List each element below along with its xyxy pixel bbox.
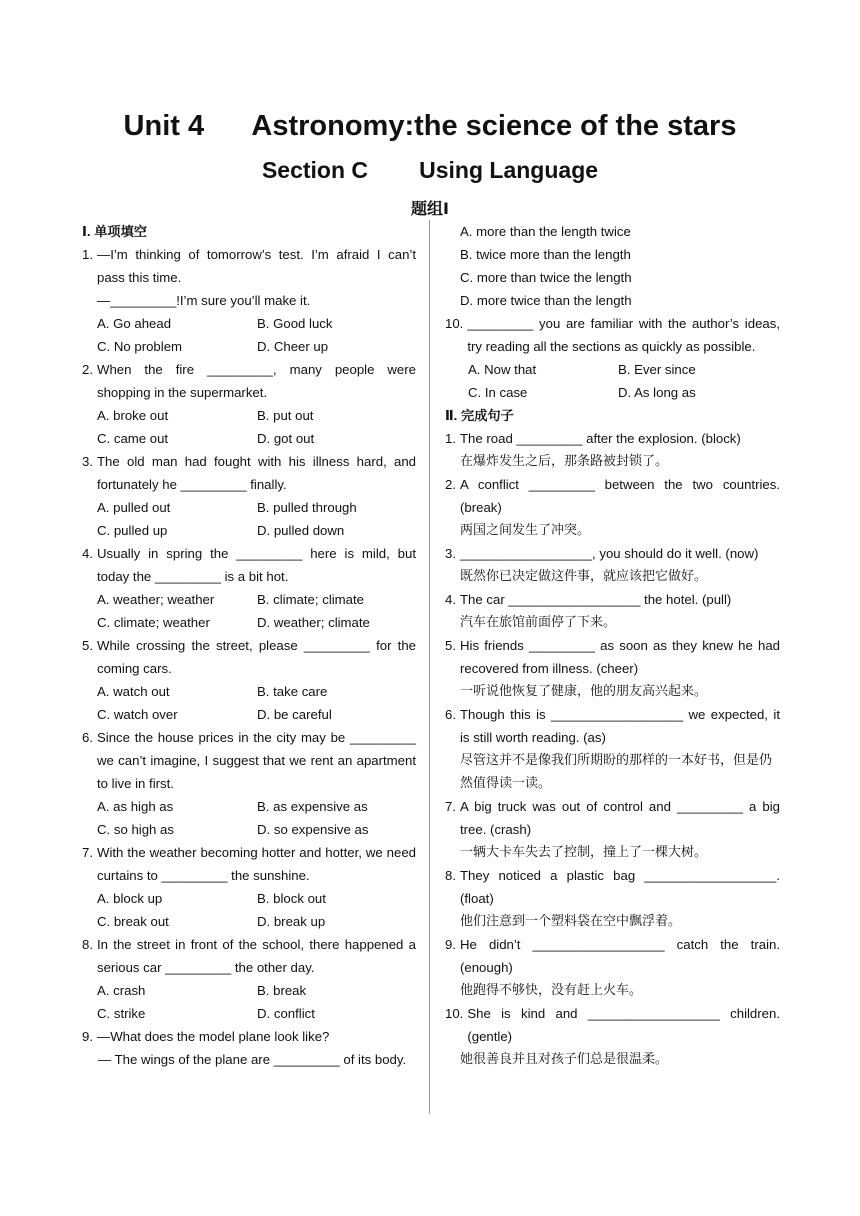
answer-option: A. block up xyxy=(97,891,163,906)
question-1 xyxy=(82,243,416,358)
sentence-chinese: 既然你已决定做这件事，就应该把它做好。 xyxy=(460,569,708,584)
answer-option: B. Ever since xyxy=(618,362,696,377)
answer-options xyxy=(82,887,416,933)
sentence-english xyxy=(445,1002,780,1048)
answer-option: B. put out xyxy=(257,408,314,423)
sentence-english xyxy=(445,588,780,611)
question-number: 9. xyxy=(82,1029,93,1044)
answer-options xyxy=(82,312,416,358)
sentence-english xyxy=(445,427,780,450)
answer-option: B. climate; climate xyxy=(257,592,364,607)
sentence-text: He didn’t __________________ catch the train. (enough) xyxy=(460,937,780,975)
sentence-item-2 xyxy=(445,473,780,542)
question-number: 10. xyxy=(445,316,464,331)
question-9 xyxy=(82,1025,416,1071)
question-text: _________ you are familiar with the author’s ideas, try reading all the sections as quickly as possible. xyxy=(467,316,780,354)
answer-option: B. twice more than the length xyxy=(460,247,631,262)
question-number: 7. xyxy=(82,845,93,860)
question-text: While crossing the street, please _________ for the coming cars. xyxy=(97,638,416,676)
question-stem xyxy=(82,542,416,588)
answer-option: B. pulled through xyxy=(257,500,357,515)
sentence-chinese: 她很善良并且对孩子们总是很温柔。 xyxy=(460,1052,669,1067)
answer-option: A. crash xyxy=(97,983,146,998)
question-stem xyxy=(82,358,416,404)
sentence-number: 6. xyxy=(445,707,456,722)
sentence-english xyxy=(445,795,780,841)
answer-option: C. came out xyxy=(97,431,169,446)
question-number: 1. xyxy=(82,247,93,262)
sentence-number: 1. xyxy=(445,431,456,446)
question-stem xyxy=(82,1025,416,1048)
answer-option: A. watch out xyxy=(97,684,170,699)
question-6 xyxy=(82,726,416,841)
sentence-item-6 xyxy=(445,703,780,795)
answer-option: C. so high as xyxy=(97,822,174,837)
sentence-number: 8. xyxy=(445,868,456,883)
left-column xyxy=(82,220,416,1071)
sentence-chinese: 尽管这并不是像我们所期盼的那样的一本好书，但是仍然值得读一读。 xyxy=(460,753,773,791)
right-column xyxy=(445,220,780,1071)
sentence-chinese: 一听说他恢复了健康，他的朋友高兴起来。 xyxy=(460,684,708,699)
question-7 xyxy=(82,841,416,933)
sentence-number: 9. xyxy=(445,937,456,952)
answer-option: C. strike xyxy=(97,1006,146,1021)
sentence-number: 2. xyxy=(445,477,456,492)
answer-options xyxy=(82,979,416,1025)
answer-option: D. conflict xyxy=(257,1006,315,1021)
sentence-number: 5. xyxy=(445,638,456,653)
answer-option: C. No problem xyxy=(97,339,183,354)
question-text: The old man had fought with his illness hard, and fortunately he _________ finally. xyxy=(97,454,416,492)
answer-option: B. take care xyxy=(257,684,328,699)
question-stem xyxy=(82,933,416,979)
answer-options xyxy=(445,358,780,404)
answer-option: A. as high as xyxy=(97,799,174,814)
sentence-chinese: 两国之间发生了冲突。 xyxy=(460,523,591,538)
question-stem xyxy=(82,634,416,680)
section-heading-complete-sentences: Ⅱ. 完成句子 xyxy=(445,408,514,423)
question-text: Usually in spring the _________ here is mild, but today the _________ is a bit hot. xyxy=(97,546,416,584)
sentence-chinese: 在爆炸发生之后，那条路被封锁了。 xyxy=(460,454,669,469)
answer-option: A. more than the length twice xyxy=(460,224,631,239)
question-number: 5. xyxy=(82,638,93,653)
sentence-chinese: 他们注意到一个塑料袋在空中飘浮着。 xyxy=(460,914,682,929)
answer-option: D. break up xyxy=(257,914,326,929)
sentence-text: She is kind and __________________ children. (gentle) xyxy=(467,1006,780,1044)
question-number: 4. xyxy=(82,546,93,561)
question-text: —I’m thinking of tomorrow’s test. I’m afraid I can’t pass this time. xyxy=(97,247,416,285)
answer-option: C. break out xyxy=(97,914,169,929)
sentence-item-3 xyxy=(445,542,780,588)
answer-option: C. In case xyxy=(468,385,528,400)
sentence-item-1 xyxy=(445,427,780,473)
answer-option: A. weather; weather xyxy=(97,592,215,607)
answer-option: D. weather; climate xyxy=(257,615,370,630)
sentence-english xyxy=(445,542,780,565)
answer-option: D. Cheer up xyxy=(257,339,329,354)
section-heading-multiple-choice: Ⅰ. 单项填空 xyxy=(82,224,147,239)
question-stem xyxy=(445,312,780,358)
column-divider xyxy=(429,220,430,1114)
sentence-text: The car __________________ the hotel. (pull) xyxy=(460,592,732,607)
question-line: —_________!I’m sure you’ll make it. xyxy=(97,293,311,308)
answer-option: C. climate; weather xyxy=(97,615,210,630)
sentence-text: They noticed a plastic bag __________________. (float) xyxy=(460,868,780,906)
sentence-item-9 xyxy=(445,933,780,1002)
question-number: 8. xyxy=(82,937,93,952)
answer-option: C. more than twice the length xyxy=(460,270,632,285)
sentence-english xyxy=(445,473,780,519)
answer-option: A. pulled out xyxy=(97,500,171,515)
sentence-item-8 xyxy=(445,864,780,933)
sentence-number: 4. xyxy=(445,592,456,607)
sentence-text: His friends _________ as soon as they knew he had recovered from illness. (cheer) xyxy=(460,638,780,676)
sentence-number: 7. xyxy=(445,799,456,814)
answer-option: B. as expensive as xyxy=(257,799,368,814)
question-3 xyxy=(82,450,416,542)
answer-option: A. broke out xyxy=(97,408,169,423)
answer-option: C. watch over xyxy=(97,707,178,722)
question-text: —What does the model plane look like? xyxy=(97,1029,330,1044)
sentence-text: The road _________ after the explosion. (block) xyxy=(460,431,741,446)
answer-options xyxy=(82,404,416,450)
answer-option: C. pulled up xyxy=(97,523,168,538)
question-number: 3. xyxy=(82,454,93,469)
sentence-chinese: 他跑得不够快，没有赶上火车。 xyxy=(460,983,643,998)
answer-option: D. As long as xyxy=(618,385,696,400)
question-stem xyxy=(82,841,416,887)
sentence-chinese: 汽车在旅馆前面停了下来。 xyxy=(460,615,617,630)
question-text: When the fire _________, many people were shopping in the supermarket. xyxy=(97,362,416,400)
question-5 xyxy=(82,634,416,726)
sentence-item-5 xyxy=(445,634,780,703)
sentence-item-10 xyxy=(445,1002,780,1071)
sentence-english xyxy=(445,703,780,749)
answer-option: D. be careful xyxy=(257,707,332,722)
question-8 xyxy=(82,933,416,1025)
answer-option: B. block out xyxy=(257,891,326,906)
answer-options xyxy=(82,496,416,542)
sentence-text: __________________, you should do it well. (now) xyxy=(460,546,759,561)
sentence-item-7 xyxy=(445,795,780,864)
question-number: 2. xyxy=(82,362,93,377)
sentence-text: A big truck was out of control and _________ a big tree. (crash) xyxy=(460,799,780,837)
sentence-number: 3. xyxy=(445,546,456,561)
question-number: 6. xyxy=(82,730,93,745)
answer-options xyxy=(82,680,416,726)
answer-options xyxy=(82,795,416,841)
question-10 xyxy=(445,312,780,404)
sentence-english xyxy=(445,933,780,979)
question-line: — The wings of the plane are _________ of its body. xyxy=(98,1052,407,1067)
answer-option: D. got out xyxy=(257,431,315,446)
sentence-chinese: 一辆大卡车失去了控制，撞上了一棵大树。 xyxy=(460,845,708,860)
page-subtitle: Section C Using Language xyxy=(261,157,599,183)
sentence-english xyxy=(445,634,780,680)
group-label: 题组Ⅰ xyxy=(411,201,449,218)
answer-option: A. Go ahead xyxy=(97,316,172,331)
answer-options xyxy=(82,588,416,634)
sentence-text: A conflict _________ between the two countries. (break) xyxy=(460,477,780,515)
question-2 xyxy=(82,358,416,450)
sentence-text: Though this is __________________ we expected, it is still worth reading. (as) xyxy=(460,707,780,745)
question-4 xyxy=(82,542,416,634)
question-stem xyxy=(82,450,416,496)
question-stem xyxy=(82,726,416,795)
sentence-english xyxy=(445,864,780,910)
answer-option: A. Now that xyxy=(468,362,537,377)
question-stem xyxy=(82,243,416,289)
answer-option: B. Good luck xyxy=(257,316,333,331)
answer-option: B. break xyxy=(257,983,307,998)
sentence-number: 10. xyxy=(445,1006,464,1021)
answer-option: D. pulled down xyxy=(257,523,345,538)
answer-option: D. more twice than the length xyxy=(460,293,632,308)
question-text: Since the house prices in the city may be _________ we can’t imagine, I suggest that we rent an apartment to live in first. xyxy=(97,730,416,791)
answer-option: D. so expensive as xyxy=(257,822,369,837)
page-title: Unit 4 Astronomy:the science of the stars xyxy=(123,110,737,142)
sentence-item-4 xyxy=(445,588,780,634)
question-text: With the weather becoming hotter and hotter, we need curtains to _________ the sunshine. xyxy=(97,845,416,883)
question-text: In the street in front of the school, there happened a serious car _________ the other day. xyxy=(97,937,416,975)
